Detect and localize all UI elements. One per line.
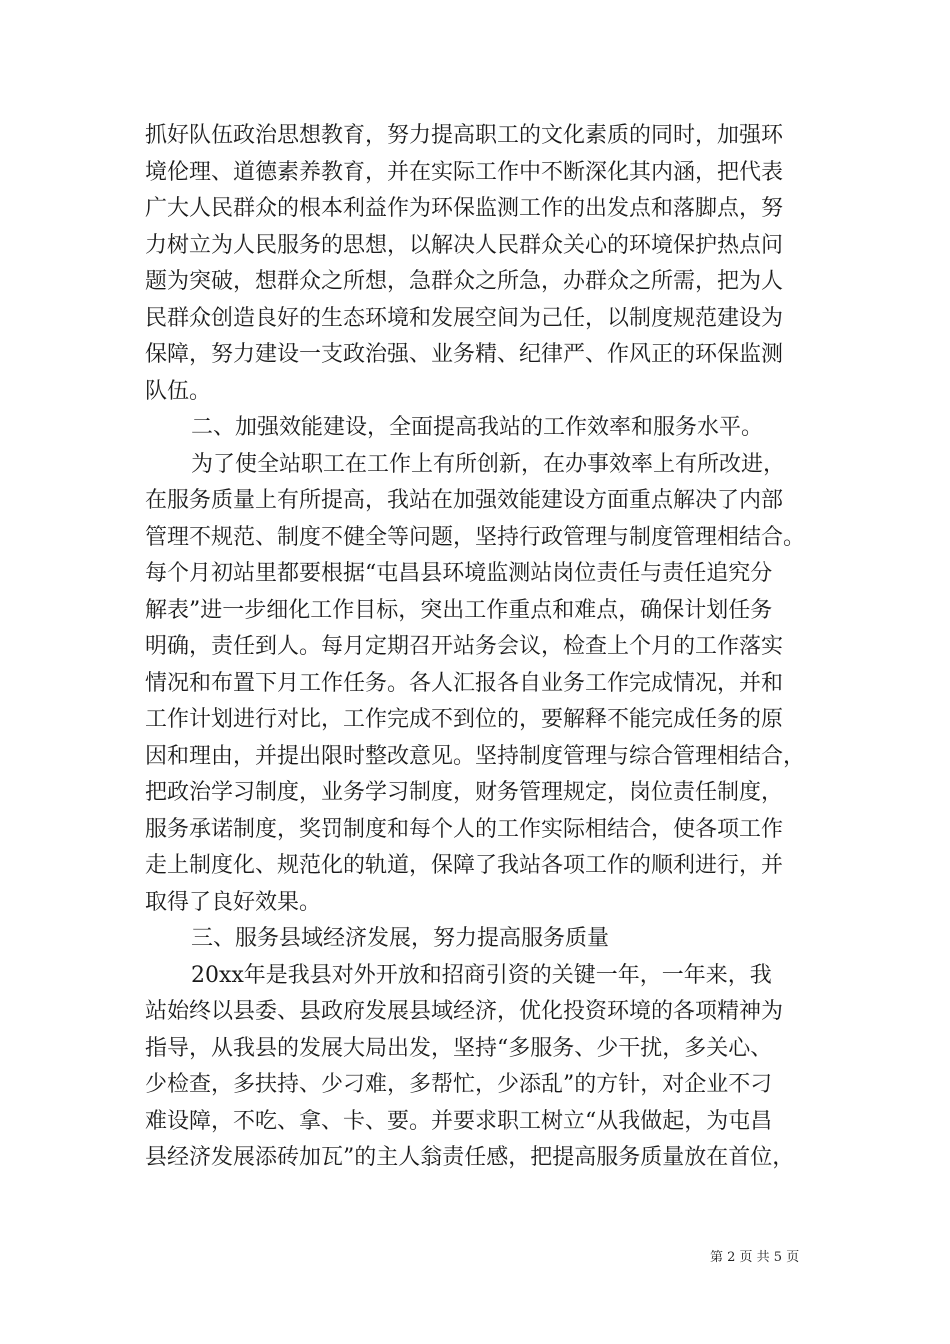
text-line: 队伍。 (145, 378, 212, 404)
text-line: 解表”进一步细化工作目标，突出工作重点和难点，确保计划任务 (145, 597, 773, 623)
text-line: 情况和布置下月工作任务。各人汇报各自业务工作完成情况，并和 (145, 670, 784, 696)
section-heading: 三、服务县域经济发展，努力提高服务质量 (191, 926, 610, 951)
text-line: 题为突破，想群众之所想，急群众之所急，办群众之所需，把为人 (145, 269, 784, 294)
text-line: 因和理由，并提出限时整改意见。坚持制度管理与综合管理相结合， (145, 743, 806, 769)
text-line: 力树立为人民服务的思想，以解决人民群众关心的环境保护热点问 (145, 232, 784, 258)
text-line: 保障，努力建设一支政治强、业务精、纪律严、作风正的环保监测 (145, 342, 784, 367)
text-line: 把政治学习制度，业务学习制度，财务管理规定，岗位责任制度， (145, 780, 784, 805)
text-line: 管理不规范、制度不健全等问题，坚持行政管理与制度管理相结合。 (145, 524, 806, 550)
text-line: 为了使全站职工在工作上有所创新，在办事效率上有所改进， (191, 451, 786, 477)
body-text (145, 118, 825, 1177)
text-line: 指导，从我县的发展大局出发，坚持“多服务、少干扰，多关心、 (145, 1035, 773, 1061)
section-heading: 二、加强效能建设，全面提高我站的工作效率和服务水平。 (191, 415, 764, 440)
text-line: 抓好队伍政治思想教育，努力提高职工的文化素质的同时，加强环 (145, 123, 784, 148)
text-line: 每个月初站里都要根据“屯昌县环境监测站岗位责任与责任追究分 (145, 561, 773, 586)
text-line: 明确，责任到人。每月定期召开站务会议，检查上个月的工作落实 (145, 634, 784, 659)
text-line: 民群众创造良好的生态环境和发展空间为己任，以制度规范建设为 (145, 305, 784, 331)
text-line: 难设障，不吃、拿、卡、要。并要求职工树立“从我做起，为屯昌 (145, 1108, 773, 1134)
text-line: 取得了良好效果。 (145, 889, 322, 915)
text-line: 站始终以县委、县政府发展县域经济，优化投资环境的各项精神为 (145, 999, 784, 1024)
text-line: 20xx年是我县对外开放和招商引资的关键一年，一年来，我 (191, 962, 772, 988)
text-line: 境伦理、道德素养教育，并在实际工作中不断深化其内涵，把代表 (145, 159, 784, 185)
text-line: 广大人民群众的根本利益作为环保监测工作的出发点和落脚点，努 (145, 196, 784, 221)
text-line: 少检查，多扶持、少刁难，多帮忙，少添乱”的方针，对企业不刁 (145, 1072, 773, 1097)
text-line: 工作计划进行对比，工作完成不到位的，要解释不能完成任务的原 (145, 707, 784, 732)
text-line: 在服务质量上有所提高，我站在加强效能建设方面重点解决了内部 (145, 488, 784, 513)
text-line: 走上制度化、规范化的轨道，保障了我站各项工作的顺利进行，并 (145, 853, 784, 878)
page-number: 第 2 页 共 5 页 (710, 1250, 800, 1265)
text-line: 服务承诺制度，奖罚制度和每个人的工作实际相结合，使各项工作 (145, 816, 784, 842)
text-line: 县经济发展添砖加瓦”的主人翁责任感，把提高服务质量放在首位， (145, 1145, 795, 1170)
